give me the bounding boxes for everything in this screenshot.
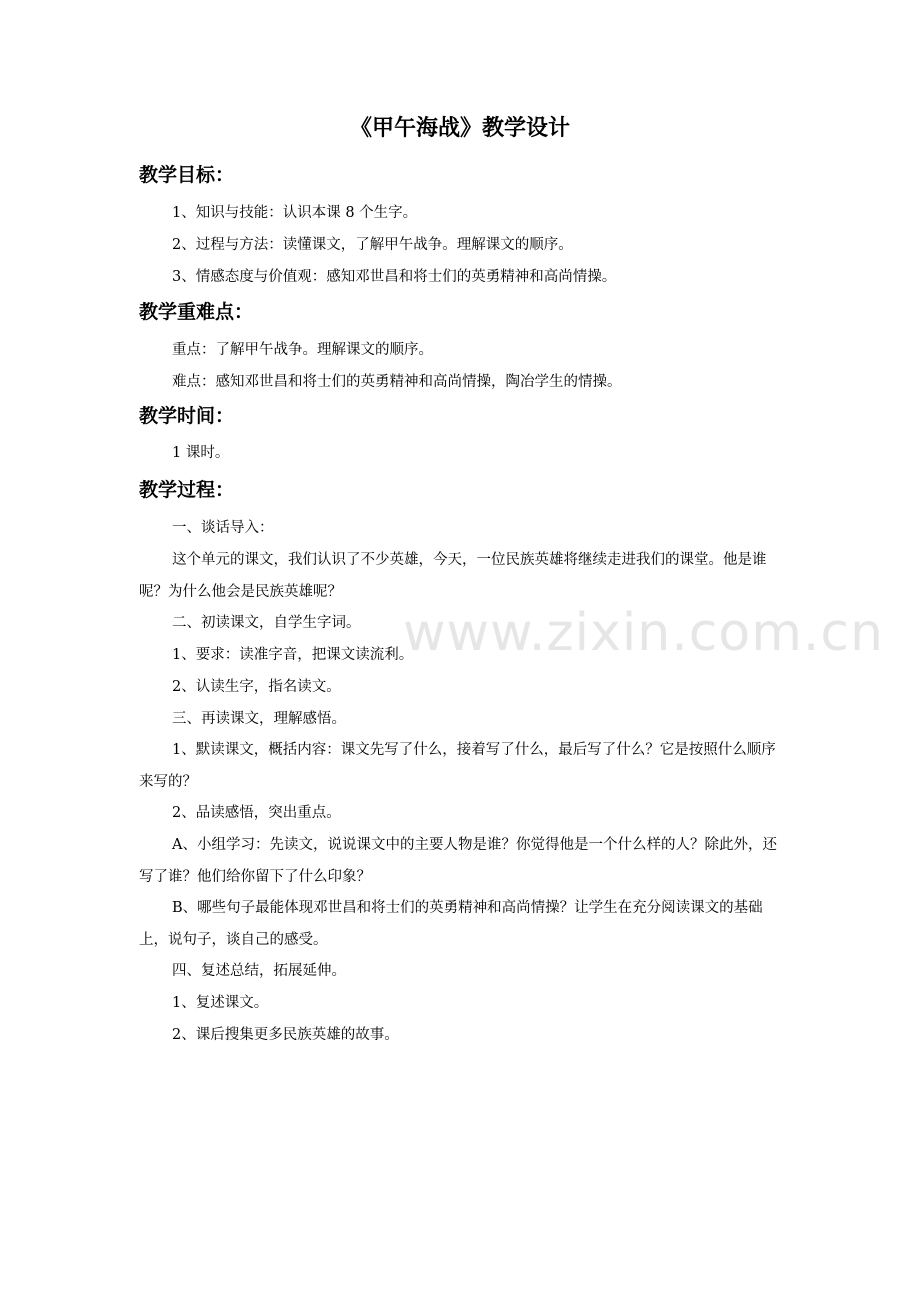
heading-teaching-goals: 教学目标： [139,164,235,186]
process-item: A、小组学习：先读文，说说课文中的主要人物是谁？你觉得他是一个什么样的人？除此外，还写了谁？他们给你留下了什么印象？ [139,837,777,885]
goal-item: 3、情感态度与价值观：感知邓世昌和将士们的英勇精神和高尚情操。 [172,269,617,285]
goal-item: 2、过程与方法：读懂课文，了解甲午战争。理解课文的顺序。 [172,237,573,253]
process-item: 四、复述总结，拓展延伸。 [172,963,346,979]
process-item: 这个单元的课文，我们认识了不少英雄，今天，一位民族英雄将继续走进我们的课堂。他是谁呢？为什么他会是民族英雄呢？ [139,552,767,600]
heading-key-points: 教学重难点： [139,301,254,323]
process-item: 一、谈话导入： [172,520,274,536]
process-item: 二、初读课文，自学生字词。 [172,615,361,631]
process-item: 1、默读课文，概括内容：课文先写了什么，接着写了什么，最后写了什么？它是按照什么顺序来写的？ [139,742,776,790]
key-point-item: 难点：感知邓世昌和将士们的英勇精神和高尚情操，陶冶学生的情操。 [172,374,622,390]
process-item: 1、要求：读准字音，把课文读流利。 [172,647,414,663]
heading-teaching-time: 教学时间： [139,405,235,427]
process-item: 三、再读课文，理解感悟。 [172,711,346,727]
key-point-item: 重点：了解甲午战争。理解课文的顺序。 [172,342,433,358]
document-title: 《甲午海战》教学设计 [349,116,570,141]
process-item: 2、品读感悟，突出重点。 [172,805,341,821]
heading-teaching-process: 教学过程： [139,479,235,501]
goal-item: 1、知识与技能：认识本课 8 个生字。 [172,205,418,221]
process-item: 2、认读生字，指名读文。 [172,679,341,695]
watermark: www.zixin.com.cn [403,603,884,663]
process-item: B、哪些句子最能体现邓世昌和将士们的英勇精神和高尚情操？让学生在充分阅读课文的基础上，说句子，谈自己的感受。 [139,900,763,948]
process-item: 2、课后搜集更多民族英雄的故事。 [172,1027,399,1043]
process-item: 1、复述课文。 [172,995,269,1011]
time-item: 1 课时。 [172,445,230,461]
